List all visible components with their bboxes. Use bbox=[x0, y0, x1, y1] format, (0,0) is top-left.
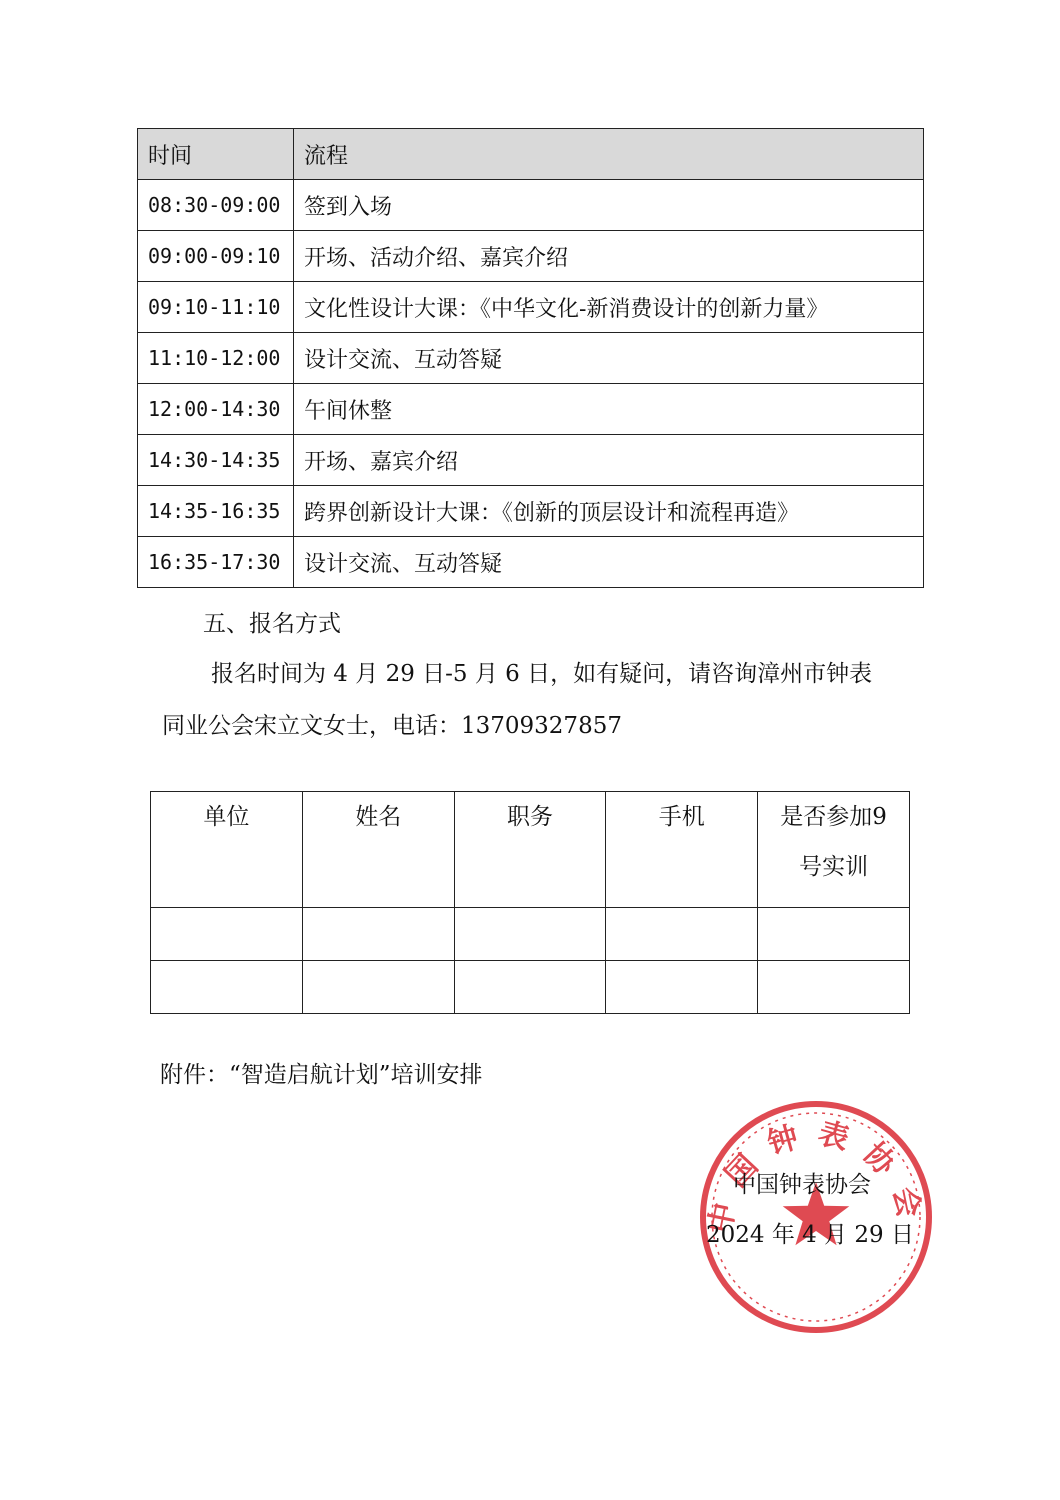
schedule-time: 11:10-12:00 bbox=[138, 333, 294, 384]
reg-header-row bbox=[151, 792, 910, 908]
reg-cell[interactable] bbox=[758, 961, 910, 1014]
reg-cell[interactable] bbox=[151, 908, 303, 961]
registration-table bbox=[150, 791, 910, 1014]
reg-header-attend-line-1: 是否参加9 bbox=[780, 804, 887, 830]
reg-header-position-text: 职务 bbox=[506, 804, 553, 830]
reg-cell[interactable] bbox=[454, 908, 606, 961]
reg-header-attend-line-2: 号实训 bbox=[799, 854, 869, 880]
registration-text-line-1: 报名时间为 4 月 29 日-5 月 6 日，如有疑问，请咨询漳州市钟表 bbox=[211, 661, 873, 687]
schedule-time: 09:10-11:10 bbox=[138, 282, 294, 333]
registration-text-line-2: 同业公会宋立文女士，电话：13709327857 bbox=[162, 713, 622, 739]
schedule-header-row bbox=[138, 129, 924, 180]
schedule-time: 12:00-14:30 bbox=[138, 384, 294, 435]
schedule-item: 跨界创新设计大课：《创新的顶层设计和流程再造》 bbox=[294, 486, 924, 537]
reg-cell[interactable] bbox=[606, 961, 758, 1014]
signature-date: 2024 年 4 月 29 日 bbox=[706, 1222, 914, 1248]
schedule-time: 16:35-17:30 bbox=[138, 537, 294, 588]
schedule-time: 08:30-09:00 bbox=[138, 180, 294, 231]
reg-empty-row bbox=[151, 908, 910, 961]
schedule-item: 签到入场 bbox=[294, 180, 924, 231]
reg-cell[interactable] bbox=[454, 961, 606, 1014]
attachment-note: 附件：“智造启航计划”培训安排 bbox=[160, 1062, 483, 1088]
schedule-row bbox=[138, 384, 924, 435]
schedule-item: 开场、活动介绍、嘉宾介绍 bbox=[294, 231, 924, 282]
schedule-item: 设计交流、互动答疑 bbox=[294, 333, 924, 384]
seal-text: 中国钟表协会 bbox=[702, 1115, 930, 1237]
reg-empty-row bbox=[151, 961, 910, 1014]
schedule-item: 文化性设计大课：《中华文化-新消费设计的创新力量》 bbox=[294, 282, 924, 333]
schedule-time: 09:00-09:10 bbox=[138, 231, 294, 282]
schedule-row bbox=[138, 333, 924, 384]
reg-header-unit bbox=[151, 792, 303, 908]
reg-header-position bbox=[454, 792, 606, 908]
reg-header-mobile-text: 手机 bbox=[658, 804, 705, 830]
schedule-header-time: 时间 bbox=[138, 129, 294, 180]
reg-header-name bbox=[302, 792, 454, 908]
reg-header-mobile bbox=[606, 792, 758, 908]
reg-cell[interactable] bbox=[606, 908, 758, 961]
signature-organization: 中国钟表协会 bbox=[733, 1172, 871, 1198]
schedule-row bbox=[138, 537, 924, 588]
schedule-row bbox=[138, 282, 924, 333]
reg-cell[interactable] bbox=[302, 908, 454, 961]
schedule-row bbox=[138, 435, 924, 486]
reg-header-unit-text: 单位 bbox=[203, 804, 250, 830]
reg-cell[interactable] bbox=[302, 961, 454, 1014]
schedule-time: 14:35-16:35 bbox=[138, 486, 294, 537]
schedule-item: 开场、嘉宾介绍 bbox=[294, 435, 924, 486]
schedule-time: 14:30-14:35 bbox=[138, 435, 294, 486]
schedule-row bbox=[138, 486, 924, 537]
reg-header-attend-text bbox=[759, 792, 908, 892]
registration-heading: 五、报名方式 bbox=[203, 611, 341, 637]
schedule-row bbox=[138, 231, 924, 282]
schedule-item: 午间休整 bbox=[294, 384, 924, 435]
reg-header-name-text: 姓名 bbox=[355, 804, 402, 830]
reg-cell[interactable] bbox=[151, 961, 303, 1014]
schedule-item: 设计交流、互动答疑 bbox=[294, 537, 924, 588]
schedule-row bbox=[138, 180, 924, 231]
reg-cell[interactable] bbox=[758, 908, 910, 961]
schedule-table bbox=[137, 128, 924, 588]
schedule-header-process: 流程 bbox=[294, 129, 924, 180]
reg-header-attend bbox=[758, 792, 910, 908]
